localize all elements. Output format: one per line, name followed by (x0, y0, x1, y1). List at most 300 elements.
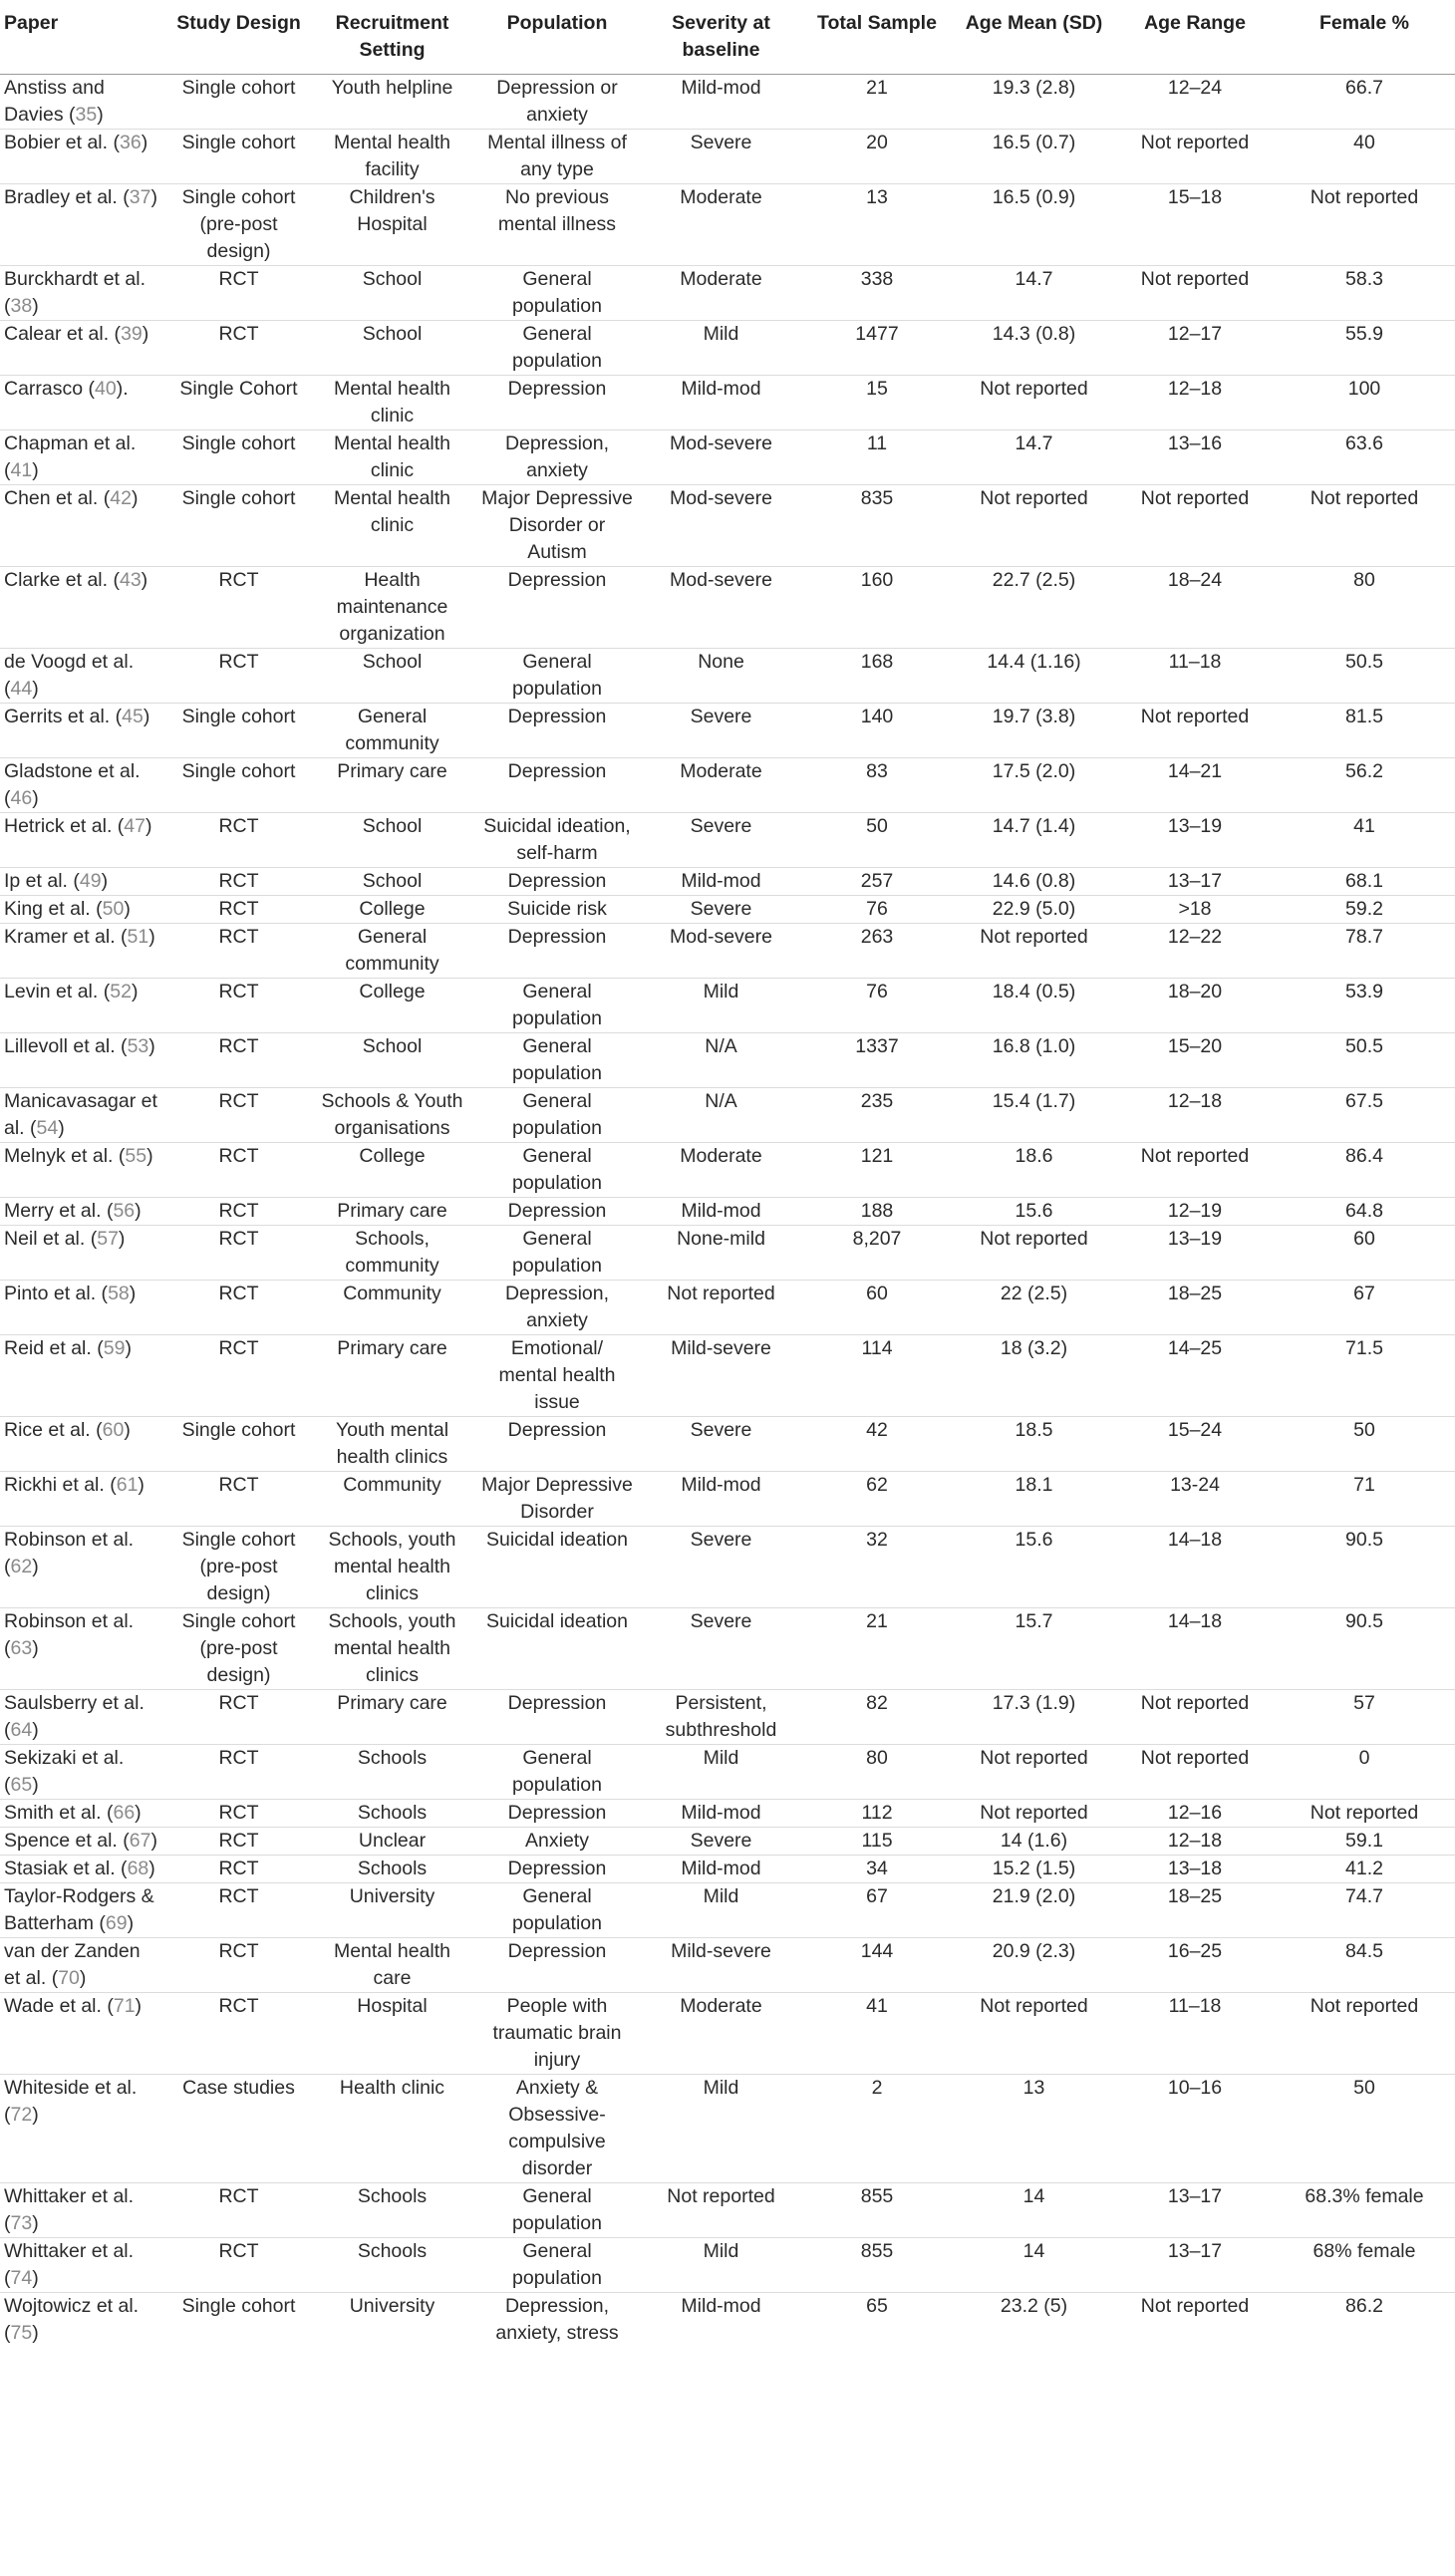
paper-author: Merry et al. (4, 1200, 102, 1222)
cell-paper: Clarke et al. (43) (0, 567, 167, 649)
paper-reference-number[interactable]: 39 (121, 323, 143, 345)
table-row (0, 1226, 1455, 1281)
cell-population: General population (474, 1033, 640, 1088)
table-row (0, 979, 1455, 1033)
cell-total-sample: 257 (802, 868, 952, 896)
cell-severity: Mild (640, 1745, 802, 1800)
cell-population: Depression (474, 924, 640, 979)
paper-author: Clarke et al. (4, 569, 109, 591)
cell-age-range: 13–17 (1116, 2183, 1274, 2238)
cell-paper: Gladstone et al. (46) (0, 758, 167, 813)
paper-reference-number[interactable]: 63 (10, 1637, 33, 1659)
cell-study-design: RCT (167, 1472, 310, 1527)
cell-study-design: RCT (167, 1745, 310, 1800)
paper-reference-number[interactable]: 37 (129, 186, 151, 208)
table-row (0, 184, 1455, 266)
table-row (0, 1198, 1455, 1226)
cell-study-design: RCT (167, 896, 310, 924)
cell-female-percent: 71.5 (1274, 1335, 1455, 1417)
cell-total-sample: 21 (802, 1608, 952, 1690)
cell-severity: Severe (640, 813, 802, 868)
header-age-range: Age Range (1116, 0, 1274, 75)
paper-author: Whiteside et al. (4, 2077, 138, 2099)
paper-reference-number[interactable]: 44 (10, 678, 33, 700)
cell-total-sample: 160 (802, 567, 952, 649)
cell-paper: Wojtowicz et al. (75) (4, 2295, 140, 2344)
cell-population: General population (474, 1745, 640, 1800)
paper-author: Spence et al. (4, 1830, 118, 1852)
paper-reference-number[interactable]: 56 (113, 1200, 136, 1222)
header-age-mean: Age Mean (SD) (952, 0, 1116, 75)
paper-reference-number[interactable]: 66 (113, 1802, 136, 1824)
cell-severity: Moderate (640, 266, 802, 321)
paper-reference-number[interactable]: 72 (10, 2104, 33, 2126)
cell-female-percent: 68.3% female (1274, 2183, 1455, 2238)
cell-population: Anxiety (474, 1828, 640, 1856)
table-row (0, 1143, 1455, 1198)
cell-female-percent: 0 (1274, 1745, 1455, 1800)
cell-age-range: Not reported (1116, 1143, 1274, 1198)
paper-reference-number[interactable]: 51 (127, 926, 149, 948)
cell-population: Depression (474, 704, 640, 758)
header-total-sample: Total Sample (802, 0, 952, 75)
paper-reference-number[interactable]: 64 (10, 1719, 33, 1741)
paper-reference-number[interactable]: 47 (124, 815, 146, 837)
cell-study-design: RCT (167, 1143, 310, 1198)
cell-paper: Reid et al. (59) (0, 1335, 167, 1417)
cell-age-range: 12–18 (1116, 1828, 1274, 1856)
cell-paper: Wade et al. (71) (0, 1993, 167, 2075)
cell-age-range: 13–17 (1116, 2238, 1274, 2293)
cell-population: General population (474, 266, 640, 321)
cell-severity: Not reported (640, 1281, 802, 1335)
cell-female-percent: Not reported (1274, 1993, 1455, 2075)
paper-author: Stasiak et al. (4, 1858, 116, 1879)
cell-total-sample: 80 (802, 1745, 952, 1800)
cell-paper: Pinto et al. (58) (0, 1281, 167, 1335)
cell-paper: Chen et al. (42) (0, 485, 167, 567)
cell-population: General population (474, 2183, 640, 2238)
cell-paper: Robinson et al. (63) (0, 1608, 167, 1690)
table-row (0, 1417, 1455, 1472)
cell-recruitment-setting: Schools (310, 2238, 474, 2293)
table-row (0, 1856, 1455, 1883)
cell-age-range: Not reported (1116, 130, 1274, 184)
paper-reference-number[interactable]: 42 (110, 487, 132, 509)
cell-total-sample: 21 (802, 75, 952, 130)
cell-paper: Sekizaki et al. (65) (0, 1745, 167, 1800)
paper-author: Ip et al. (4, 870, 68, 892)
paper-reference-number[interactable]: 62 (10, 1556, 33, 1577)
cell-recruitment-setting: Health clinic (310, 2075, 474, 2183)
cell-age-range: 18–20 (1116, 979, 1274, 1033)
cell-recruitment-setting: School (310, 868, 474, 896)
cell-severity: Mild (640, 1883, 802, 1938)
cell-recruitment-setting: School (310, 649, 474, 704)
cell-total-sample: 235 (802, 1088, 952, 1143)
paper-reference-number[interactable]: 69 (105, 1912, 128, 1934)
cell-study-design: RCT (167, 813, 310, 868)
cell-age-range: 13-24 (1116, 1472, 1274, 1527)
cell-age-mean: 18.4 (0.5) (952, 979, 1116, 1033)
paper-author: Rickhi et al. (4, 1474, 105, 1496)
paper-author: Robinson et al. (4, 1529, 135, 1551)
header-study-design: Study Design (167, 0, 310, 75)
cell-age-mean: 18.1 (952, 1472, 1116, 1527)
cell-female-percent: 50 (1274, 1417, 1455, 1472)
cell-total-sample: 1477 (802, 321, 952, 376)
cell-study-design: Single cohort (167, 704, 310, 758)
cell-age-range: 18–25 (1116, 1883, 1274, 1938)
paper-author: King et al. (4, 898, 91, 920)
cell-recruitment-setting: Hospital (310, 1993, 474, 2075)
cell-paper: Whiteside et al. (72) (0, 2075, 167, 2183)
cell-severity: Mod-severe (640, 567, 802, 649)
cell-paper: Rice et al. (60) (0, 1417, 167, 1472)
paper-reference-number[interactable]: 73 (10, 2212, 33, 2234)
paper-reference-number[interactable]: 50 (102, 898, 125, 920)
cell-age-mean: 18.5 (952, 1417, 1116, 1472)
cell-recruitment-setting: Mental health clinic (310, 485, 474, 567)
paper-author: Bradley et al. (4, 186, 118, 208)
cell-age-mean: Not reported (952, 485, 1116, 567)
cell-female-percent: 90.5 (1274, 1608, 1455, 1690)
cell-study-design: RCT (167, 1335, 310, 1417)
cell-recruitment-setting: Primary care (310, 1690, 474, 1745)
cell-age-mean: 14.7 (1.4) (952, 813, 1116, 868)
paper-reference-number[interactable]: 53 (127, 1035, 149, 1057)
cell-severity: N/A (640, 1088, 802, 1143)
cell-age-range: 14–25 (1116, 1335, 1274, 1417)
cell-study-design: Single cohort (167, 75, 310, 130)
paper-reference-number[interactable]: 46 (10, 787, 33, 809)
cell-total-sample: 1337 (802, 1033, 952, 1088)
cell-recruitment-setting: Mental health clinic (310, 376, 474, 430)
cell-recruitment-setting: Schools (310, 1745, 474, 1800)
cell-study-design: RCT (167, 266, 310, 321)
paper-reference-number[interactable]: 52 (110, 981, 132, 1002)
cell-age-mean: 16.5 (0.9) (952, 184, 1116, 266)
table-row (0, 868, 1455, 896)
cell-population: Suicidal ideation, self-harm (474, 813, 640, 868)
cell-severity: Mod-severe (640, 924, 802, 979)
cell-study-design: RCT (167, 1938, 310, 1993)
cell-severity: Severe (640, 1417, 802, 1472)
cell-recruitment-setting: Community (310, 1281, 474, 1335)
cell-study-design: RCT (167, 1033, 310, 1088)
cell-severity: Mild (640, 2075, 802, 2183)
cell-total-sample: 855 (802, 2238, 952, 2293)
cell-age-range: 18–24 (1116, 567, 1274, 649)
cell-total-sample: 50 (802, 813, 952, 868)
cell-female-percent: 67.5 (1274, 1088, 1455, 1143)
table-row (0, 567, 1455, 649)
cell-total-sample: 83 (802, 758, 952, 813)
cell-age-range: 13–16 (1116, 430, 1274, 485)
cell-paper: Melnyk et al. (55) (0, 1143, 167, 1198)
paper-reference-number[interactable]: 45 (122, 706, 144, 727)
cell-age-range: 12–16 (1116, 1800, 1274, 1828)
paper-reference-number[interactable]: 58 (108, 1283, 130, 1304)
cell-severity: Mild-mod (681, 2295, 761, 2317)
cell-study-design: RCT (167, 1198, 310, 1226)
cell-total-sample: 82 (802, 1690, 952, 1745)
header-female-percent: Female % (1274, 0, 1455, 75)
cell-population: General population (474, 649, 640, 704)
table-row (0, 430, 1455, 485)
paper-reference-number[interactable]: 75 (10, 2322, 33, 2344)
paper-reference-number[interactable]: 35 (75, 104, 98, 126)
cell-age-range: Not reported (1116, 704, 1274, 758)
cell-total-sample: 13 (802, 184, 952, 266)
table-row (0, 649, 1455, 704)
cell-age-range: Not reported (1116, 1745, 1274, 1800)
cell-paper: Rickhi et al. (61) (0, 1472, 167, 1527)
cell-severity: Severe (640, 1608, 802, 1690)
cell-severity: None-mild (640, 1226, 802, 1281)
table-row (0, 924, 1455, 979)
cell-total-sample: 112 (802, 1800, 952, 1828)
cell-severity: Mild-mod (640, 1472, 802, 1527)
cell-paper: van der Zanden et al. (70) (0, 1938, 167, 1993)
paper-author: Burckhardt et al. (4, 268, 146, 290)
cell-population: General population (474, 1088, 640, 1143)
cell-population: General population (474, 1143, 640, 1198)
cell-female-percent: 66.7 (1274, 75, 1455, 130)
paper-reference-number[interactable]: 38 (10, 295, 33, 317)
paper-author: Robinson et al. (4, 1610, 135, 1632)
cell-age-mean: 14.4 (1.16) (952, 649, 1116, 704)
cell-age-mean: 14 (1.6) (952, 1828, 1116, 1856)
cell-recruitment-setting: General community (310, 924, 474, 979)
table-row (0, 2075, 1455, 2183)
cell-population: Major Depressive Disorder (474, 1472, 640, 1527)
paper-reference-number[interactable]: 74 (10, 2267, 33, 2289)
cell-population: Anxiety & Obsessive-compulsive disorder (474, 2075, 640, 2183)
cell-severity: Mod-severe (640, 485, 802, 567)
cell-total-sample: 42 (802, 1417, 952, 1472)
table-row (0, 1883, 1455, 1938)
table-row (0, 813, 1455, 868)
cell-age-range: >18 (1116, 896, 1274, 924)
cell-severity: Mild (640, 979, 802, 1033)
paper-author: Neil et al. (4, 1228, 86, 1250)
table-row (0, 130, 1455, 184)
cell-age-mean: 13 (952, 2075, 1116, 2183)
cell-severity: Not reported (640, 2183, 802, 2238)
cell-age-range: 11–18 (1116, 1993, 1274, 2075)
cell-age-range: 18–25 (1116, 1281, 1274, 1335)
cell-paper: Neil et al. (57) (0, 1226, 167, 1281)
cell-age-range: 13–19 (1116, 813, 1274, 868)
cell-severity: Severe (640, 1828, 802, 1856)
cell-age-mean: 16.8 (1.0) (952, 1033, 1116, 1088)
cell-total-sample: 15 (802, 376, 952, 430)
paper-author: Manicavasagar et al. (4, 1090, 157, 1139)
header-paper: Paper (0, 0, 167, 75)
cell-paper: Taylor-Rodgers & Batterham (69) (0, 1883, 167, 1938)
paper-reference-number[interactable]: 36 (119, 132, 142, 153)
cell-female-percent: 40 (1274, 130, 1455, 184)
cell-age-mean: 14.7 (952, 430, 1116, 485)
cell-age-range: 16–25 (1116, 1938, 1274, 1993)
cell-age-mean: 15.2 (1.5) (952, 1856, 1116, 1883)
table-row (0, 266, 1455, 321)
paper-reference-number[interactable]: 67 (129, 1830, 151, 1852)
cell-age-mean: 15.7 (952, 1608, 1116, 1690)
cell-age-range: 10–16 (1116, 2075, 1274, 2183)
cell-recruitment-setting: Community (310, 1472, 474, 1527)
paper-author: Kramer et al. (4, 926, 116, 948)
cell-recruitment-setting: Mental health care (310, 1938, 474, 1993)
cell-age-mean: 16.5 (0.7) (952, 130, 1116, 184)
cell-total-sample: 65 (866, 2295, 888, 2317)
paper-reference-number[interactable]: 60 (102, 1419, 125, 1441)
cell-paper: Smith et al. (66) (0, 1800, 167, 1828)
table-body (0, 75, 1455, 2348)
cell-paper: Whittaker et al. (74) (0, 2238, 167, 2293)
cell-age-mean: 23.2 (5) (1000, 2295, 1068, 2317)
cell-population: Suicidal ideation (474, 1527, 640, 1608)
table-row (0, 376, 1455, 430)
cell-recruitment-setting: Health maintenance organization (310, 567, 474, 649)
cell-recruitment-setting: Schools (310, 1800, 474, 1828)
cell-recruitment-setting: Children's Hospital (310, 184, 474, 266)
cell-study-design: RCT (167, 321, 310, 376)
cell-severity: Mod-severe (640, 430, 802, 485)
paper-reference-number[interactable]: 54 (36, 1117, 59, 1139)
cell-female-percent: 50.5 (1274, 1033, 1455, 1088)
cell-population: General population (474, 979, 640, 1033)
cell-total-sample: 168 (802, 649, 952, 704)
paper-reference-number[interactable]: 61 (116, 1474, 139, 1496)
cell-study-design: Single cohort (pre-post design) (167, 1527, 310, 1608)
paper-author: Saulsberry et al. (4, 1692, 145, 1714)
paper-reference-number[interactable]: 43 (119, 569, 142, 591)
cell-age-mean: 14.7 (952, 266, 1116, 321)
cell-age-range: 12–17 (1116, 321, 1274, 376)
cell-population: Depression (474, 1690, 640, 1745)
cell-age-range: 12–18 (1116, 1088, 1274, 1143)
cell-population: People with traumatic brain injury (474, 1993, 640, 2075)
cell-population: Depression, anxiety (474, 1281, 640, 1335)
cell-female-percent: 74.7 (1274, 1883, 1455, 1938)
cell-female-percent: 81.5 (1274, 704, 1455, 758)
cell-age-range: Not reported (1140, 2295, 1250, 2317)
cell-paper: Levin et al. (52) (0, 979, 167, 1033)
cell-paper: de Voogd et al. (44) (0, 649, 167, 704)
cell-age-mean: Not reported (952, 1993, 1116, 2075)
cell-population: No previous mental illness (474, 184, 640, 266)
paper-reference-number[interactable]: 49 (79, 870, 102, 892)
cell-study-design: RCT (167, 1993, 310, 2075)
cell-age-mean: 18.6 (952, 1143, 1116, 1198)
paper-reference-number[interactable]: 41 (10, 459, 33, 481)
cell-female-percent: 58.3 (1274, 266, 1455, 321)
table-row (0, 1828, 1455, 1856)
paper-author: Wade et al. (4, 1995, 102, 2017)
cell-study-design: RCT (167, 1800, 310, 1828)
cell-study-design: Single Cohort (167, 376, 310, 430)
cell-female-percent: 53.9 (1274, 979, 1455, 1033)
paper-reference-number[interactable]: 59 (103, 1337, 126, 1359)
cell-study-design: RCT (167, 1828, 310, 1856)
cell-paper: Spence et al. (67) (0, 1828, 167, 1856)
cell-severity: Moderate (640, 758, 802, 813)
paper-author: Wojtowicz et al. (4, 2295, 140, 2317)
cell-severity: Mild-mod (640, 75, 802, 130)
header-population: Population (474, 0, 640, 75)
cell-population: General population (474, 321, 640, 376)
table-row (0, 704, 1455, 758)
cell-recruitment-setting: Schools & Youth organisations (310, 1088, 474, 1143)
header-row (0, 0, 1455, 75)
cell-study-design: Case studies (167, 2075, 310, 2183)
paper-reference-number[interactable]: 71 (113, 1995, 136, 2017)
paper-reference-number[interactable]: 40 (95, 378, 117, 400)
table-row (0, 1335, 1455, 1417)
cell-female-percent: 41 (1274, 813, 1455, 868)
cell-female-percent: 86.2 (1345, 2295, 1383, 2317)
cell-age-mean: 17.5 (2.0) (952, 758, 1116, 813)
cell-study-design: RCT (167, 1226, 310, 1281)
cell-study-design: RCT (167, 924, 310, 979)
cell-severity: Severe (640, 704, 802, 758)
table-row (0, 1993, 1455, 2075)
cell-recruitment-setting: Mental health facility (310, 130, 474, 184)
cell-study-design: RCT (167, 2238, 310, 2293)
cell-total-sample: 835 (802, 485, 952, 567)
table-row (0, 1745, 1455, 1800)
cell-severity: Mild-mod (640, 1198, 802, 1226)
cell-population: Depression (474, 1800, 640, 1828)
paper-reference-number[interactable]: 55 (125, 1145, 147, 1167)
cell-female-percent: 67 (1274, 1281, 1455, 1335)
cell-recruitment-setting: Schools (310, 1856, 474, 1883)
cell-total-sample: 115 (802, 1828, 952, 1856)
cell-age-range: 14–21 (1116, 758, 1274, 813)
cell-severity: Mild-mod (640, 1856, 802, 1883)
cell-age-mean: 19.3 (2.8) (952, 75, 1116, 130)
cell-population: Mental illness of any type (474, 130, 640, 184)
cell-age-mean: Not reported (952, 1800, 1116, 1828)
cell-study-design: Single cohort (pre-post design) (167, 184, 310, 266)
cell-female-percent: 100 (1274, 376, 1455, 430)
paper-reference-number[interactable]: 70 (58, 1967, 80, 1989)
cell-paper: Chapman et al. (41) (0, 430, 167, 485)
cell-female-percent: 68% female (1274, 2238, 1455, 2293)
cell-female-percent: 59.2 (1274, 896, 1455, 924)
cell-study-design: Single cohort (pre-post design) (167, 1608, 310, 1690)
table-row (0, 485, 1455, 567)
table-row (0, 2238, 1455, 2293)
cell-study-design: RCT (167, 2183, 310, 2238)
cell-recruitment-setting: Mental health clinic (310, 430, 474, 485)
cell-severity: Moderate (640, 1143, 802, 1198)
paper-reference-number[interactable]: 68 (127, 1858, 149, 1879)
cell-paper: Bobier et al. (36) (0, 130, 167, 184)
paper-reference-number[interactable]: 65 (10, 1774, 33, 1796)
cell-severity: Mild-severe (640, 1938, 802, 1993)
cell-severity: Mild-mod (640, 376, 802, 430)
cell-total-sample: 188 (802, 1198, 952, 1226)
cell-population: Depression (474, 1856, 640, 1883)
cell-recruitment-setting: Schools, community (310, 1226, 474, 1281)
cell-study-design: RCT (167, 979, 310, 1033)
cell-study-design: Single cohort (167, 485, 310, 567)
cell-severity: N/A (640, 1033, 802, 1088)
paper-reference-number[interactable]: 57 (97, 1228, 119, 1250)
